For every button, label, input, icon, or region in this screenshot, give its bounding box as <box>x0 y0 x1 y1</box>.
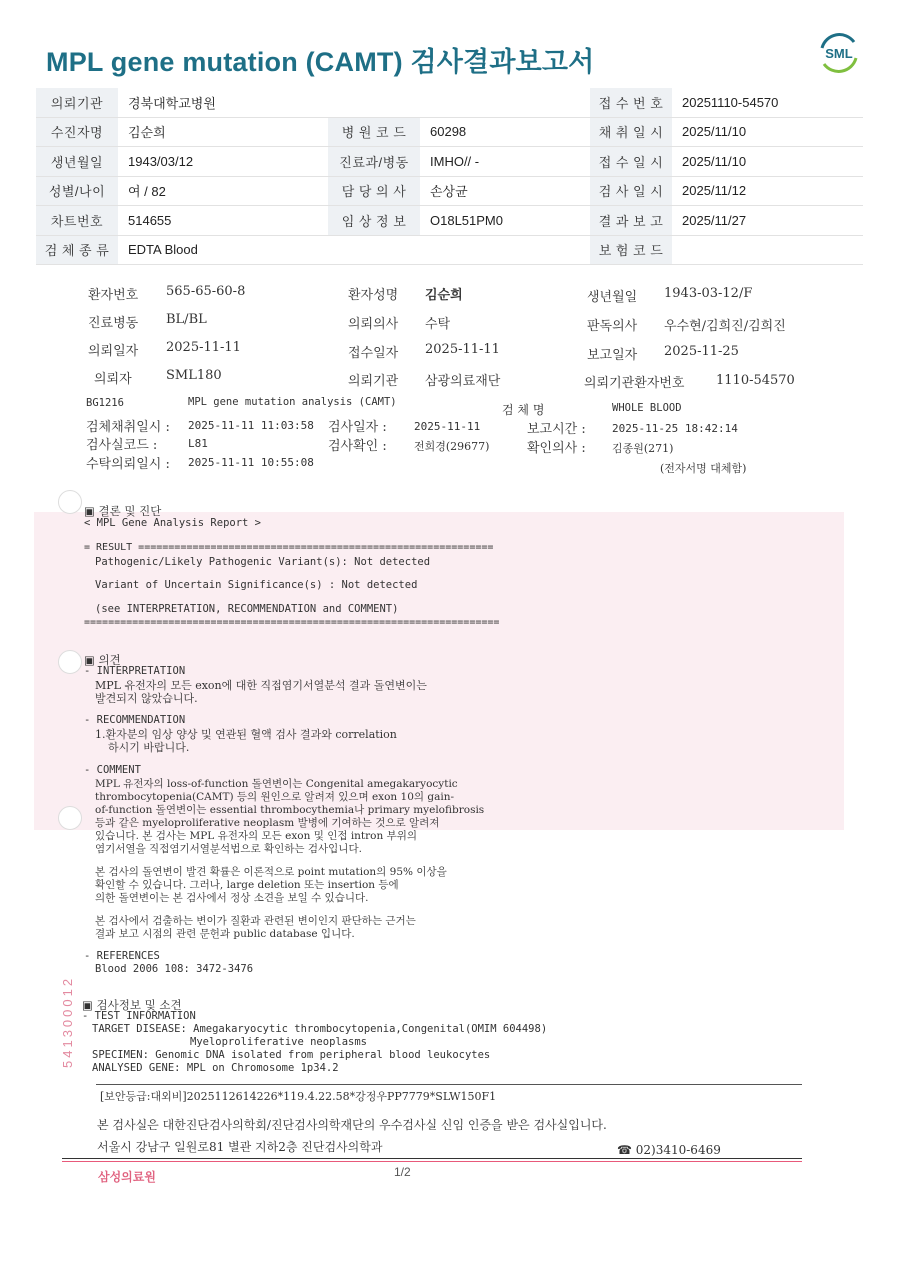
value-sex-age: 여 / 82 <box>118 176 328 206</box>
comment-line: of-function 돌연변이는 essential thrombocythemia나 primary myelofibrosis <box>95 804 485 816</box>
label-institution-patient-no: 의뢰기관환자번호 <box>584 376 685 391</box>
opinion-heading: ▣ 의견 <box>84 653 121 667</box>
label-patient-name: 수진자명 <box>36 117 118 147</box>
label-receive-date: 접수일자 <box>348 346 399 361</box>
value-order-datetime: 2025-11-11 10:55:08 <box>188 456 314 469</box>
result-separator: ===================================================================== <box>84 617 500 628</box>
value-test-date: 2025/11/12 <box>672 176 863 206</box>
value-department: IMHO// - <box>420 147 590 177</box>
result-see-note: (see INTERPRETATION, RECOMMENDATION and COMMENT) <box>95 603 399 615</box>
label-reading-doctor: 판독의사 <box>587 319 638 334</box>
interpretation-line: MPL 유전자의 모든 exon에 대한 직접염기서열분석 결과 돌연변이는 <box>95 679 427 692</box>
conclusion-heading: ▣ 결론 및 진단 <box>84 504 162 518</box>
patient-info-table <box>36 88 863 265</box>
value-receipt-date: 2025/11/10 <box>672 147 863 177</box>
label-patient-no: 환자번호 <box>88 288 139 303</box>
result-pathogenic: Pathogenic/Likely Pathogenic Variant(s): Not detected <box>95 556 431 568</box>
label-institution-scan: 의뢰기관 <box>348 374 399 389</box>
footer-rule <box>62 1158 802 1159</box>
value-accession-no: 20251110-54570 <box>672 88 863 117</box>
value-report-time: 2025-11-25 18:42:14 <box>612 422 738 435</box>
table-row <box>36 235 863 265</box>
label-receipt-date: 접 수 일 시 <box>590 147 672 177</box>
table-row <box>36 206 863 236</box>
label-collect-date: 채 취 일 시 <box>590 117 672 147</box>
lab-address: 서울시 강남구 일원로81 별관 지하2층 진단검사의학과 <box>97 1140 383 1154</box>
footer-rule-pink <box>62 1161 802 1162</box>
comment-line: 본 검사에서 검출하는 변이가 질환과 관련된 변이인지 판단하는 근거는 <box>95 915 416 927</box>
interpretation-line: 발견되지 않았습니다. <box>95 692 198 705</box>
value-result-report: 2025/11/27 <box>672 206 863 236</box>
value-ordering-doctor: 수탁 <box>425 317 451 332</box>
interpretation-heading: - INTERPRETATION <box>84 665 186 677</box>
logo-text: SML <box>825 46 853 61</box>
label-test-confirm: 검사확인 : <box>328 439 387 454</box>
value-institution-scan: 삼광의료재단 <box>425 374 501 389</box>
value-report-date: 2025-11-25 <box>664 344 739 359</box>
comment-line: 등과 같은 myeloproliferative neoplasm 발병에 기여하는 것으로 알려져 <box>95 817 440 829</box>
comment-line: 결과 보고 시점의 관련 문헌과 public database 입니다. <box>95 928 355 940</box>
value-collect-datetime: 2025-11-11 11:03:58 <box>188 419 314 432</box>
punch-hole <box>58 650 82 674</box>
references-heading: - REFERENCES <box>84 950 160 962</box>
table-row <box>36 88 863 117</box>
value-physician: 손상균 <box>420 176 590 206</box>
label-clinical-info: 임 상 정 보 <box>328 206 420 236</box>
punch-hole <box>58 806 82 830</box>
value-receive-date: 2025-11-11 <box>425 342 500 357</box>
punch-hole <box>58 490 82 514</box>
label-report-date: 보고일자 <box>587 348 638 363</box>
label-patient-name-scan: 환자성명 <box>348 288 399 303</box>
esign-note: (전자서명 대체함) <box>660 462 747 475</box>
label-confirm-doctor: 확인의사 : <box>527 441 586 456</box>
label-institution: 의뢰기관 <box>36 88 118 117</box>
test-code: BG1216 <box>86 397 124 409</box>
reference-line: Blood 2006 108: 3472-3476 <box>95 963 254 975</box>
value-dob-scan: 1943-03-12/F <box>664 286 753 301</box>
value-patient-name: 김순희 <box>118 117 328 147</box>
comment-line: 있습니다. 본 검사는 MPL 유전자의 모든 exon 및 인접 intron 부위의 <box>95 830 418 842</box>
label-ward: 진료병동 <box>88 316 139 331</box>
table-row <box>36 147 863 177</box>
test-name: MPL gene mutation analysis (CAMT) <box>188 396 397 408</box>
value-dob: 1943/03/12 <box>118 147 328 177</box>
certification-text: 본 검사실은 대한진단검사의학회/진단검사의학재단의 우수검사실 신임 인증을 받은 검사실입니다. <box>97 1118 607 1132</box>
label-client: 의뢰자 <box>94 372 132 387</box>
page-title: MPL gene mutation (CAMT) 검사결과보고서 <box>46 47 595 77</box>
label-test-date-scan: 검사일자 : <box>328 420 387 435</box>
value-institution: 경북대학교병원 <box>118 88 590 117</box>
table-row <box>36 117 863 147</box>
label-ordering-doctor: 의뢰의사 <box>348 317 399 332</box>
label-specimen-name: 검 체 명 <box>502 403 545 417</box>
value-institution-patient-no: 1110-54570 <box>716 373 795 388</box>
comment-line: thrombocytopenia(CAMT) 등의 원인으로 알려져 있으며 exon 10의 gain- <box>95 791 455 803</box>
security-line: [보안등급:대외비]2025112614226*119.4.22.58*강정우PP7779*SLW150F1 <box>100 1090 497 1103</box>
value-confirm-doctor: 김종원(271) <box>612 442 674 455</box>
lab-phone: ☎ 02)3410-6469 <box>617 1143 721 1157</box>
comment-line: MPL 유전자의 loss-of-function 돌연변이는 Congenital amegakaryocytic <box>95 778 458 790</box>
page-number: 1/2 <box>394 1165 411 1179</box>
table-row <box>36 176 863 206</box>
label-test-date: 검 사 일 시 <box>590 176 672 206</box>
value-collect-date: 2025/11/10 <box>672 117 863 147</box>
value-specimen-type: EDTA Blood <box>118 235 590 265</box>
vertical-barcode-number: 541300012 <box>60 975 75 1068</box>
label-specimen-type: 검 체 종 류 <box>36 235 118 265</box>
recommendation-line: 하시기 바랍니다. <box>108 741 190 754</box>
target-disease-2: Myeloproliferative neoplasms <box>190 1036 368 1048</box>
comment-line: 확인할 수 있습니다. 그러나, large deletion 또는 insertion 등에 <box>95 879 399 891</box>
value-test-date-scan: 2025-11-11 <box>414 420 481 433</box>
value-patient-name-scan: 김순희 <box>425 288 463 303</box>
comment-heading: - COMMENT <box>84 764 141 776</box>
value-reading-doctor: 우수현/김희진/김희진 <box>664 319 786 334</box>
label-physician: 담 당 의 사 <box>328 176 420 206</box>
value-request-date: 2025-11-11 <box>166 340 241 355</box>
test-info-heading: ▣ 검사정보 및 소견 <box>82 998 182 1012</box>
footer-rule <box>96 1084 802 1085</box>
label-collect-datetime: 검체채취일시 : <box>86 420 170 435</box>
label-insurance-code: 보 험 코 드 <box>590 235 672 265</box>
report-title: < MPL Gene Analysis Report > <box>84 517 262 529</box>
sml-logo <box>816 30 862 76</box>
comment-line: 의한 돌연변이는 본 검사에서 정상 소견을 보일 수 있습니다. <box>95 892 369 904</box>
value-clinical-info: O18L51PM0 <box>420 206 590 236</box>
value-hospital-code: 60298 <box>420 117 590 147</box>
label-chart-no: 차트번호 <box>36 206 118 236</box>
target-disease: TARGET DISEASE: Amegakaryocytic thrombocytopenia,Congenital(OMIM 604498) <box>92 1023 548 1035</box>
comment-line: 본 검사의 돌연변이 발견 확률은 이론적으로 point mutation의 95% 이상을 <box>95 866 447 878</box>
result-header: = RESULT =========================================================== <box>84 542 494 553</box>
label-order-datetime: 수탁의뢰일시 : <box>86 457 170 472</box>
specimen-info: SPECIMEN: Genomic DNA isolated from peripheral blood leukocytes <box>92 1049 491 1061</box>
recommendation-line: 1.환자분의 임상 양상 및 연관된 혈액 검사 결과와 correlation <box>95 728 397 741</box>
test-information-label: - TEST INFORMATION <box>82 1010 196 1022</box>
label-dob: 생년월일 <box>36 147 118 177</box>
label-request-date: 의뢰일자 <box>88 344 139 359</box>
recommendation-heading: - RECOMMENDATION <box>84 714 186 726</box>
analysed-gene: ANALYSED GENE: MPL on Chromosome 1p34.2 <box>92 1062 339 1074</box>
label-hospital-code: 병 원 코 드 <box>328 117 420 147</box>
value-specimen-name: WHOLE BLOOD <box>612 402 682 414</box>
value-chart-no: 514655 <box>118 206 328 236</box>
result-vus: Variant of Uncertain Significance(s) : Not detected <box>95 579 418 591</box>
org-logo-text: 삼성의료원 <box>98 1170 156 1184</box>
label-result-report: 결 과 보 고 <box>590 206 672 236</box>
comment-line: 염기서열을 직접염기서열분석법으로 확인하는 검사입니다. <box>95 843 362 855</box>
value-lab-code: L81 <box>188 437 208 450</box>
value-insurance-code <box>672 235 863 265</box>
label-sex-age: 성별/나이 <box>36 176 118 206</box>
value-ward: BL/BL <box>166 312 207 327</box>
label-dob-scan: 생년월일 <box>587 290 638 305</box>
value-client: SML180 <box>166 368 222 383</box>
label-department: 진료과/병동 <box>328 147 420 177</box>
label-lab-code: 검사실코드 : <box>86 438 158 453</box>
value-test-confirm: 전희경(29677) <box>414 440 490 453</box>
label-accession-no: 접 수 번 호 <box>590 88 672 117</box>
label-report-time: 보고시간 : <box>527 422 586 437</box>
value-patient-no: 565-65-60-8 <box>166 284 246 299</box>
